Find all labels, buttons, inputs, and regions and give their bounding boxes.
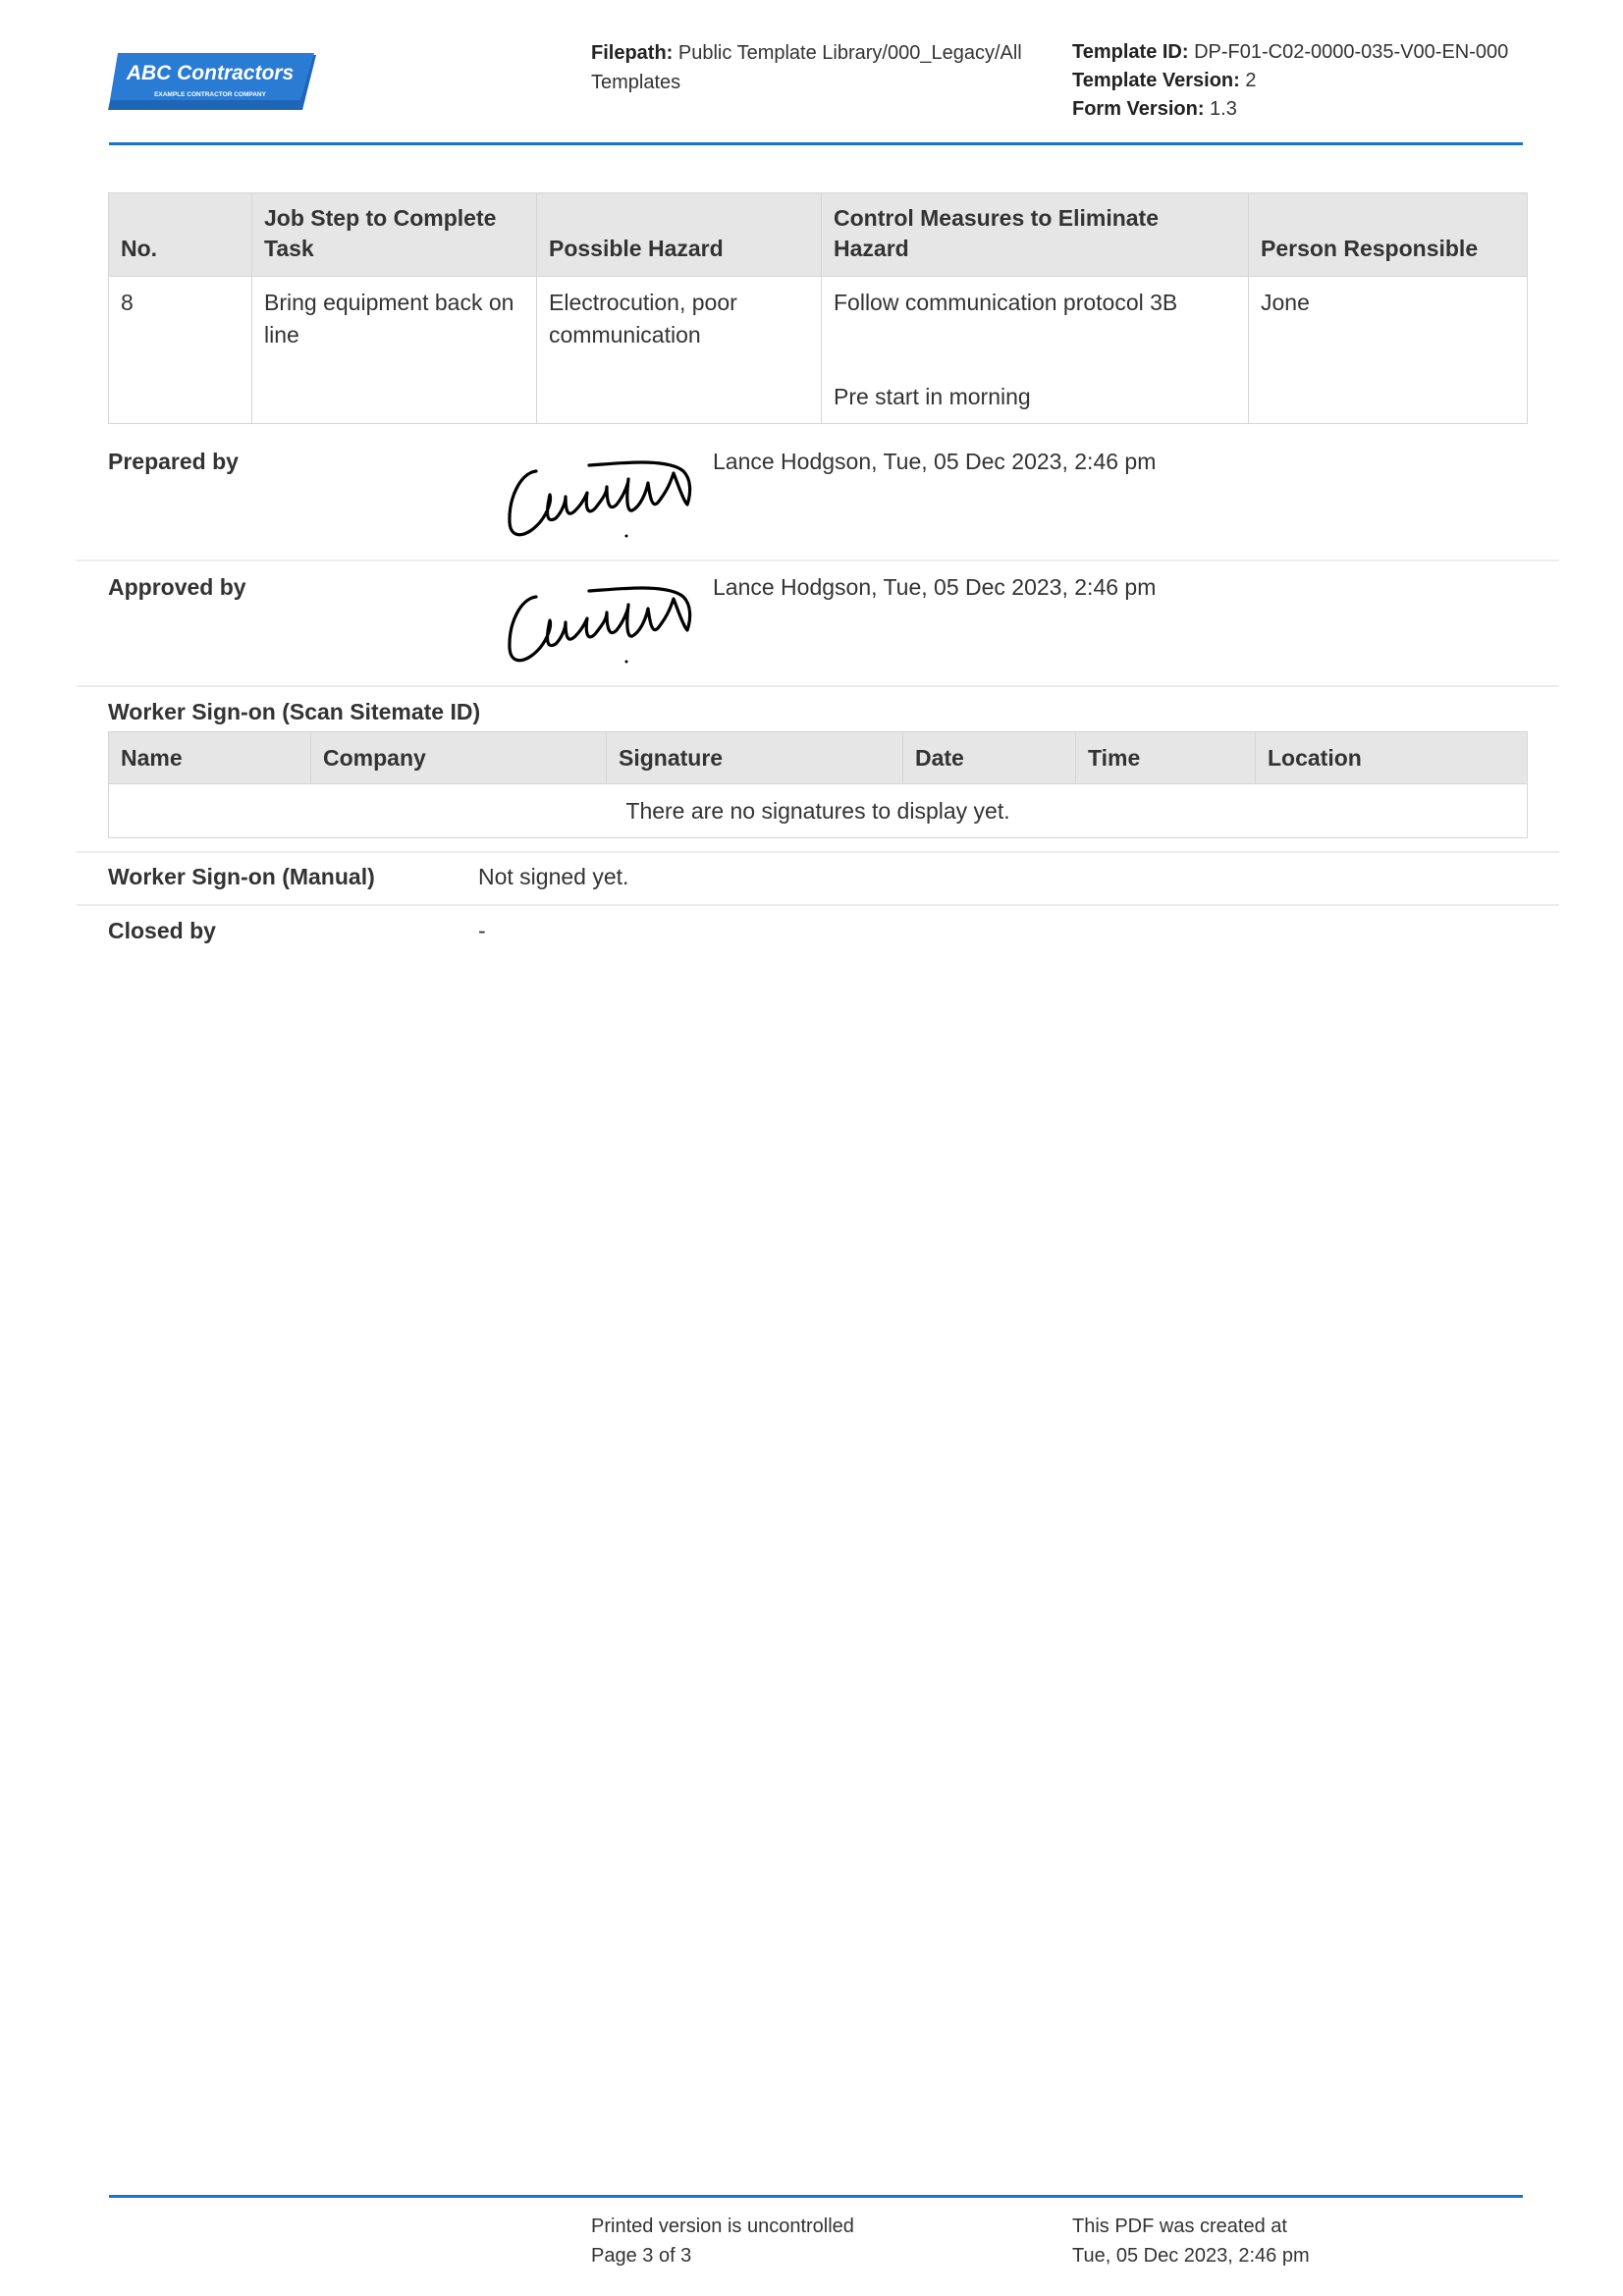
template-id-label: Template ID: bbox=[1072, 41, 1189, 63]
filepath-block bbox=[591, 38, 1062, 97]
worker-manual-label: Worker Sign-on (Manual) bbox=[108, 864, 375, 889]
hazard-table-header-row bbox=[109, 193, 1528, 277]
cell-control bbox=[822, 277, 1249, 424]
empty-message: There are no signatures to display yet. bbox=[109, 784, 1528, 838]
created-value: Tue, 05 Dec 2023, 2:46 pm bbox=[1072, 2245, 1310, 2267]
worker-manual-value: Not signed yet. bbox=[478, 864, 629, 889]
page-number: Page 3 of 3 bbox=[591, 2245, 692, 2267]
cell-hazard-line1: Electrocution, poor bbox=[549, 290, 737, 315]
col-name: Name bbox=[109, 732, 311, 784]
cell-hazard-line2: communication bbox=[549, 322, 701, 347]
footer-created-info bbox=[1072, 2212, 1310, 2270]
col-hazard: Possible Hazard bbox=[537, 193, 822, 277]
col-job-step bbox=[252, 193, 537, 277]
prepared-by-label: Prepared by bbox=[108, 449, 239, 474]
cell-control-line1: Follow communication protocol 3B bbox=[834, 290, 1178, 315]
approved-by-label: Approved by bbox=[108, 574, 246, 600]
created-label: This PDF was created at bbox=[1072, 2216, 1287, 2237]
form-version-label: Form Version: bbox=[1072, 98, 1205, 120]
worker-scan-header-row bbox=[109, 732, 1528, 784]
logo-tagline: EXAMPLE CONTRACTOR COMPANY bbox=[154, 91, 266, 98]
form-version-value: 1.3 bbox=[1210, 98, 1237, 120]
footer-print-info bbox=[591, 2212, 854, 2270]
filepath-value-cont: Templates bbox=[591, 72, 681, 93]
logo-icon bbox=[108, 53, 316, 112]
cell-hazard bbox=[537, 277, 822, 424]
logo-name: ABC Contractors bbox=[126, 62, 295, 84]
template-info-block bbox=[1072, 38, 1534, 124]
col-time: Time bbox=[1076, 732, 1256, 784]
cell-person: Jone bbox=[1249, 277, 1528, 424]
col-no: No. bbox=[109, 193, 252, 277]
template-id-value: DP-F01-C02-0000-035-V00-EN-000 bbox=[1194, 41, 1509, 63]
col-job-step-line2: Task bbox=[264, 236, 314, 261]
company-logo bbox=[108, 53, 316, 112]
closed-by-value: - bbox=[478, 918, 486, 943]
approved-by-value: Lance Hodgson, Tue, 05 Dec 2023, 2:46 pm bbox=[713, 574, 1157, 600]
col-location: Location bbox=[1256, 732, 1528, 784]
header-divider bbox=[109, 142, 1523, 145]
signature-icon bbox=[501, 579, 693, 667]
template-version-value: 2 bbox=[1245, 70, 1257, 91]
divider bbox=[77, 560, 1559, 561]
filepath-label: Filepath: bbox=[591, 42, 674, 64]
cell-no: 8 bbox=[109, 277, 252, 424]
col-signature: Signature bbox=[607, 732, 903, 784]
closed-by-label: Closed by bbox=[108, 918, 216, 943]
col-job-step-line1: Job Step to Complete bbox=[264, 205, 497, 231]
cell-job-step bbox=[252, 277, 537, 424]
col-person: Person Responsible bbox=[1249, 193, 1528, 277]
prepared-signature bbox=[501, 454, 693, 542]
table-row bbox=[109, 277, 1528, 424]
signature-icon bbox=[501, 454, 693, 542]
hazard-table bbox=[108, 192, 1528, 424]
col-company: Company bbox=[311, 732, 607, 784]
worker-scan-table bbox=[108, 731, 1528, 838]
approved-signature bbox=[501, 579, 693, 667]
template-version-label: Template Version: bbox=[1072, 70, 1240, 91]
cell-job-step-line1: Bring equipment back on bbox=[264, 290, 514, 315]
footer-divider bbox=[109, 2195, 1523, 2198]
divider bbox=[77, 685, 1559, 687]
divider bbox=[77, 904, 1559, 906]
prepared-by-value: Lance Hodgson, Tue, 05 Dec 2023, 2:46 pm bbox=[713, 449, 1157, 474]
uncontrolled-notice: Printed version is uncontrolled bbox=[591, 2216, 854, 2237]
col-date: Date bbox=[903, 732, 1076, 784]
cell-job-step-line2: line bbox=[264, 322, 299, 347]
divider bbox=[77, 851, 1559, 853]
cell-control-line2: Pre start in morning bbox=[834, 384, 1031, 409]
worker-scan-title: Worker Sign-on (Scan Sitemate ID) bbox=[108, 699, 481, 724]
table-row bbox=[109, 784, 1528, 838]
filepath-value: Public Template Library/000_Legacy/All bbox=[677, 42, 1022, 64]
col-control: Control Measures to Eliminate Hazard bbox=[822, 193, 1249, 277]
